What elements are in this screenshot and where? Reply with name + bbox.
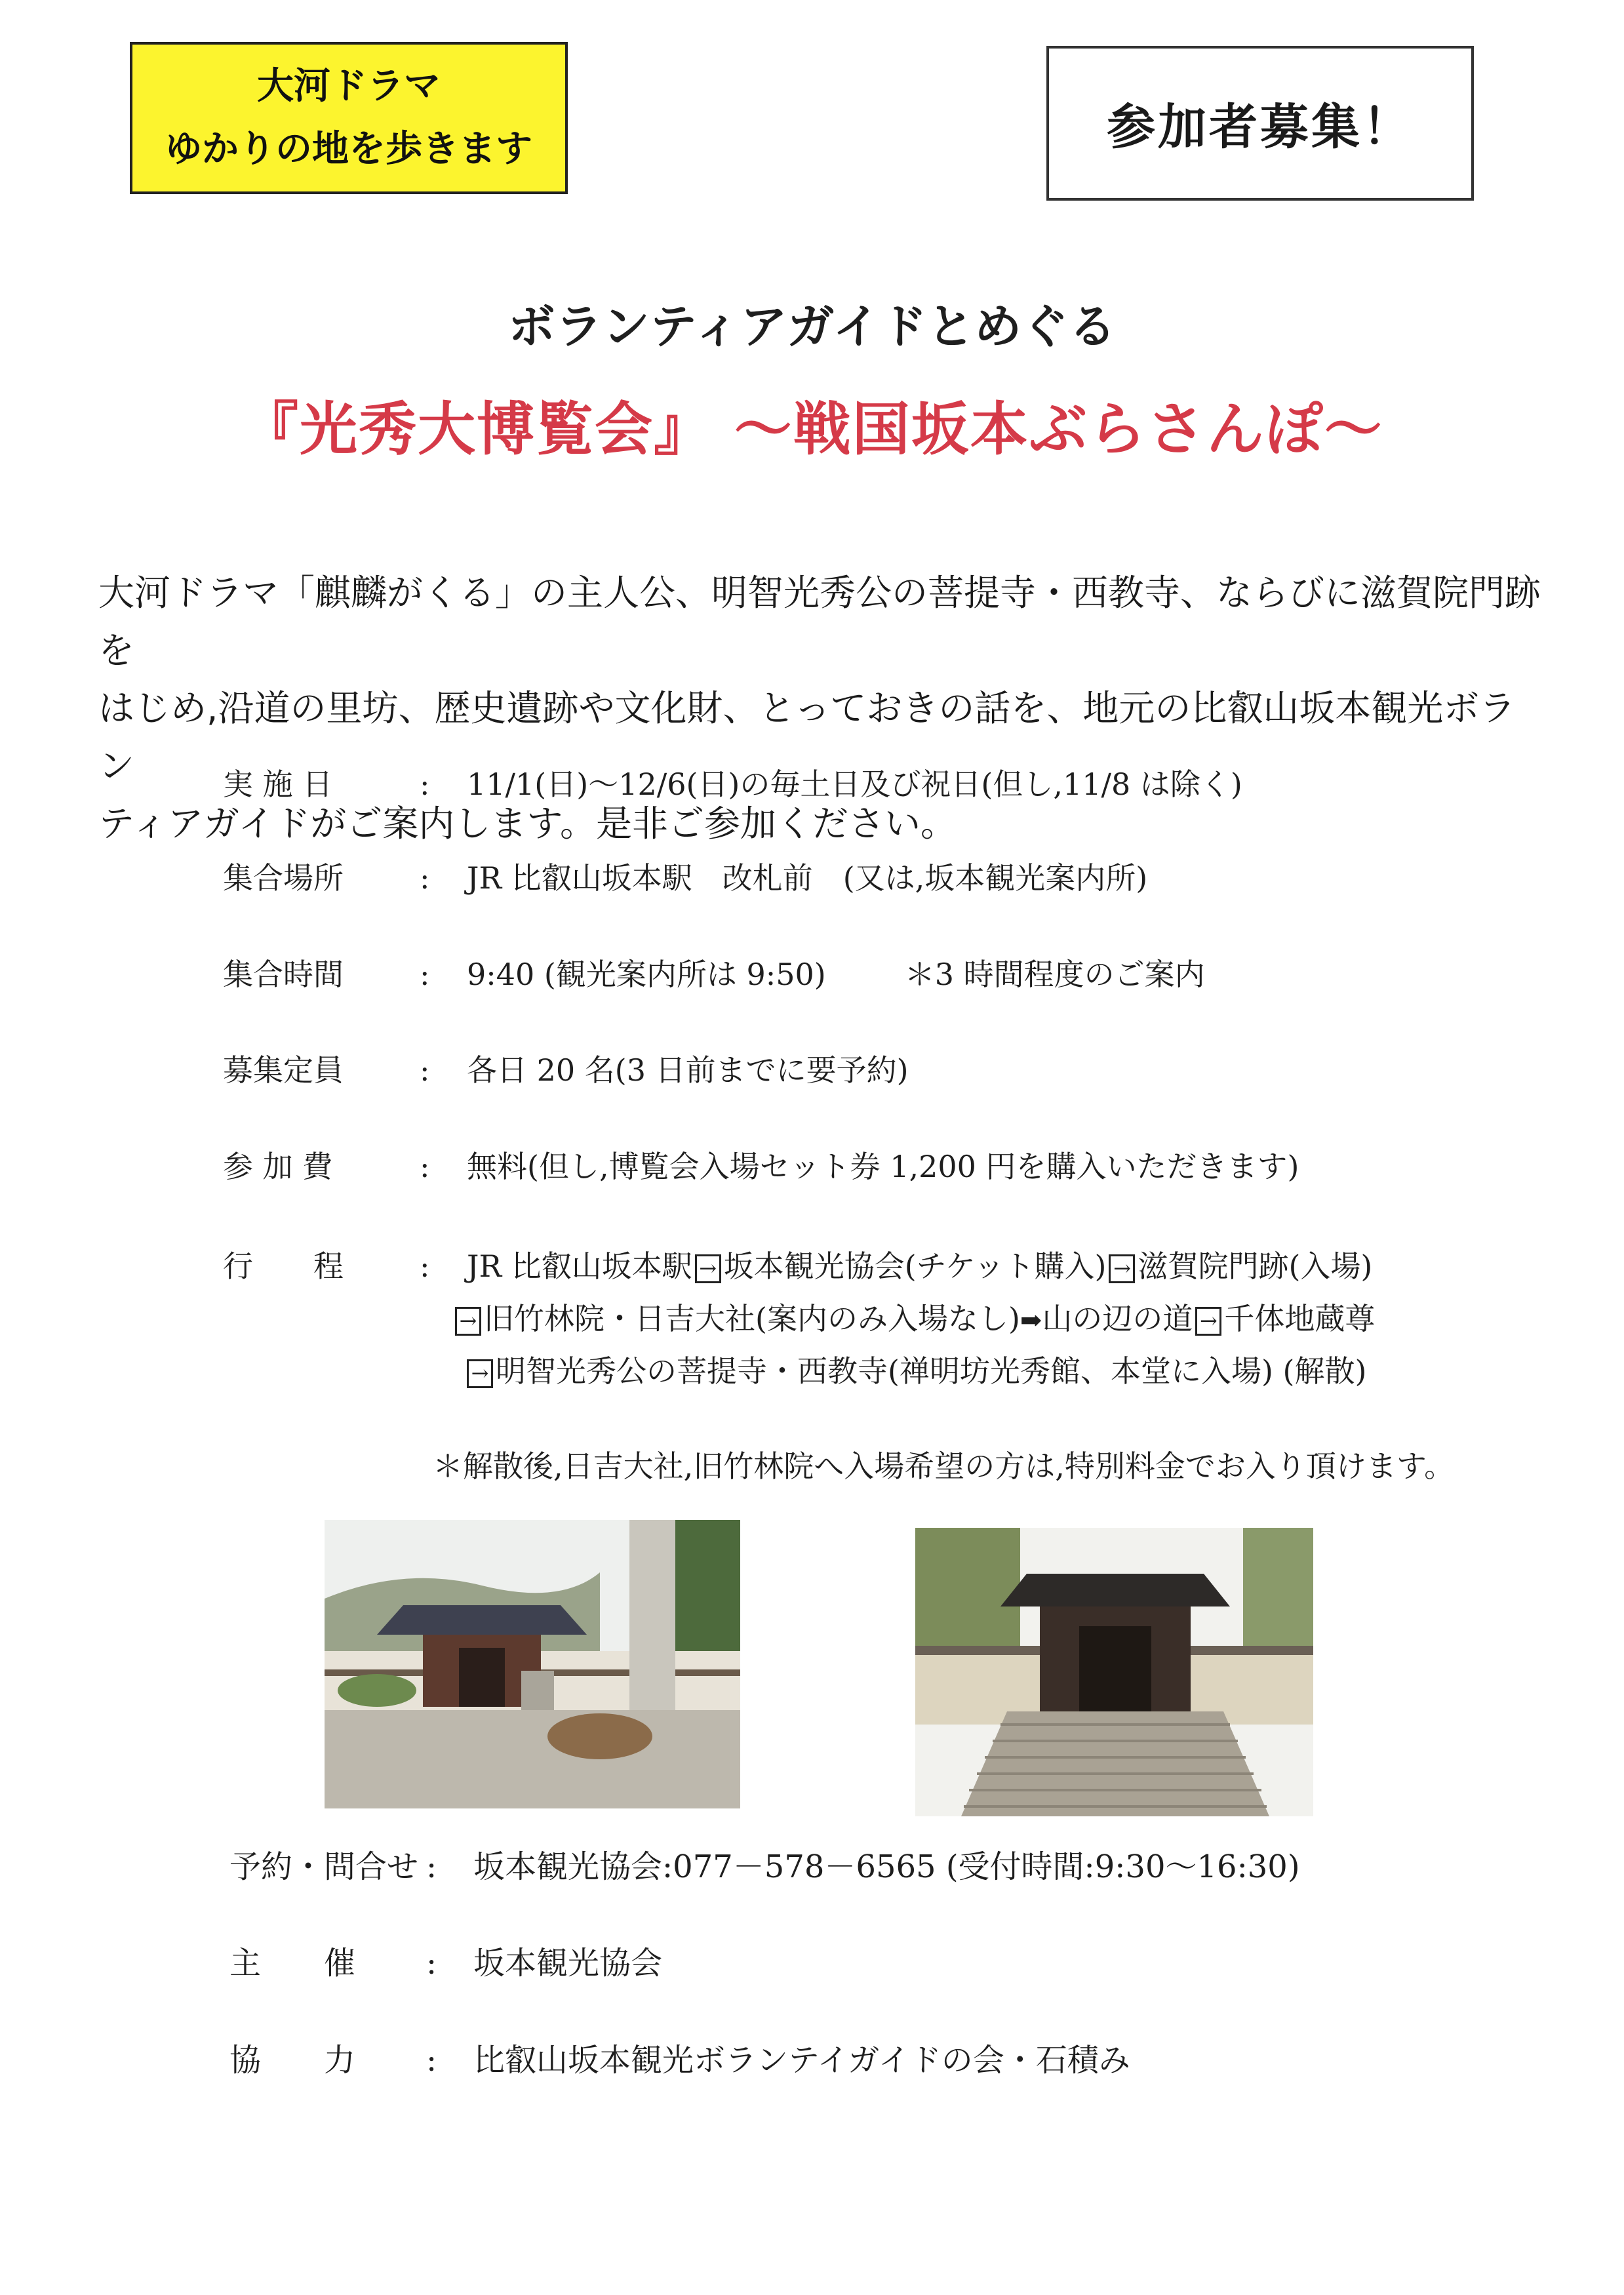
- contact-value: 坂本観光協会:077－578－6565 (受付時間:9:30～16:30): [473, 1848, 1300, 1885]
- detail-label: 募集定員: [223, 1052, 344, 1088]
- detail-value: 無料(但し,博覧会入場セット券 1,200 円を購入いただきます): [467, 1149, 1299, 1184]
- contact-label: 協 力: [229, 2042, 356, 2079]
- detail-date: [223, 761, 1242, 804]
- detail-label: 行 程: [223, 1248, 344, 1284]
- route-line-2: [452, 1295, 1375, 1338]
- arrow-right-icon: →: [1109, 1254, 1135, 1283]
- intro-line: 大河ドラマ「麒麟がくる」の主人公、明智光秀公の菩提寺・西教寺、ならびに滋賀院門跡を: [98, 572, 1541, 671]
- arrow-right-icon: →: [1195, 1307, 1221, 1336]
- contact-inquiry: [229, 1841, 1300, 1886]
- detail-colon: :: [420, 957, 430, 992]
- route-stop: 坂本観光協会(チケット購入): [723, 1248, 1107, 1284]
- route-stop: 明智光秀公の菩提寺・西教寺(禅明坊光秀館、本堂に入場) (解散): [496, 1353, 1367, 1389]
- recruit-badge: 参加者募集！: [1046, 46, 1474, 201]
- detail-colon: :: [420, 1149, 430, 1184]
- detail-fee: [223, 1143, 1299, 1186]
- contact-value: 坂本観光協会: [473, 1945, 663, 1982]
- detail-colon: :: [420, 1248, 430, 1284]
- saikyoji-gate-photo: [325, 1520, 740, 1808]
- detail-capacity: [223, 1047, 909, 1090]
- contact-label: 主 催: [229, 1945, 356, 1982]
- detail-colon: :: [420, 1052, 430, 1088]
- route-stop: JR 比叡山坂本駅: [467, 1248, 692, 1284]
- contact-value: 比叡山坂本観光ボランテイガイドの会・石積み: [473, 2042, 1130, 2079]
- route-stop: 千体地蔵尊: [1224, 1301, 1376, 1336]
- detail-value: 各日 20 名(3 日前までに要予約): [467, 1052, 909, 1088]
- detail-label: 実 施 日: [223, 767, 333, 802]
- intro-line: ティアガイドがご案内します。是非ご参加ください。: [98, 803, 957, 845]
- detail-label: 集合時間: [223, 957, 344, 992]
- shigain-gate-photo: [915, 1528, 1313, 1816]
- detail-time: [223, 951, 1205, 994]
- contact-cooperation: [229, 2035, 1130, 2080]
- page-subtitle: ボランティアガイドとめぐる: [507, 299, 1117, 354]
- contact-label: 予約・問合せ: [229, 1848, 419, 1885]
- bold-arrow-icon: ➡: [1020, 1306, 1042, 1336]
- route-note: ＊解散後,日吉大社,旧竹林院へ入場希望の方は,特別料金でお入り頂けます。: [433, 1448, 1455, 1484]
- drama-badge-line1: 大河ドラマ: [257, 65, 441, 108]
- intro-paragraph: [98, 564, 1541, 852]
- detail-value: 11/1(日)～12/6(日)の毎土日及び祝日(但し,11/8 は除く): [467, 767, 1242, 802]
- detail-value: JR 比叡山坂本駅 改札前 (又は,坂本観光案内所): [467, 860, 1148, 896]
- detail-route: [223, 1243, 1372, 1286]
- route-line-3: [464, 1347, 1366, 1391]
- detail-colon: :: [420, 767, 430, 802]
- page-title: 『光秀大博覧会』 ～戦国坂本ぶらさんぽ～: [241, 395, 1383, 463]
- drama-badge: [130, 42, 568, 194]
- detail-label: 参 加 費: [223, 1149, 333, 1184]
- arrow-right-icon: →: [695, 1254, 721, 1283]
- route-stop: 滋賀院門跡(入場): [1138, 1248, 1373, 1284]
- detail-label: 集合場所: [223, 860, 344, 896]
- contact-colon: :: [426, 1848, 437, 1885]
- arrow-right-icon: →: [467, 1359, 493, 1388]
- detail-colon: :: [420, 860, 430, 896]
- detail-extra: ＊3 時間程度のご案内: [904, 957, 1205, 992]
- detail-place: [223, 854, 1147, 898]
- drama-badge-line2: ゆかりの地を歩きます: [165, 128, 532, 170]
- contact-organizer: [229, 1938, 662, 1983]
- arrow-right-icon: →: [455, 1307, 481, 1336]
- contact-colon: :: [426, 1945, 437, 1982]
- intro-line: はじめ,沿道の里坊、歴史遺跡や文化財、とっておきの話を、地元の比叡山坂本観光ボラン: [98, 687, 1516, 787]
- route-stop: 旧竹林院・日吉大社(案内のみ入場なし): [484, 1301, 1020, 1336]
- route-stop: 山の辺の道: [1042, 1301, 1193, 1336]
- detail-value: 9:40 (観光案内所は 9:50): [467, 957, 826, 992]
- contact-colon: :: [426, 2042, 437, 2079]
